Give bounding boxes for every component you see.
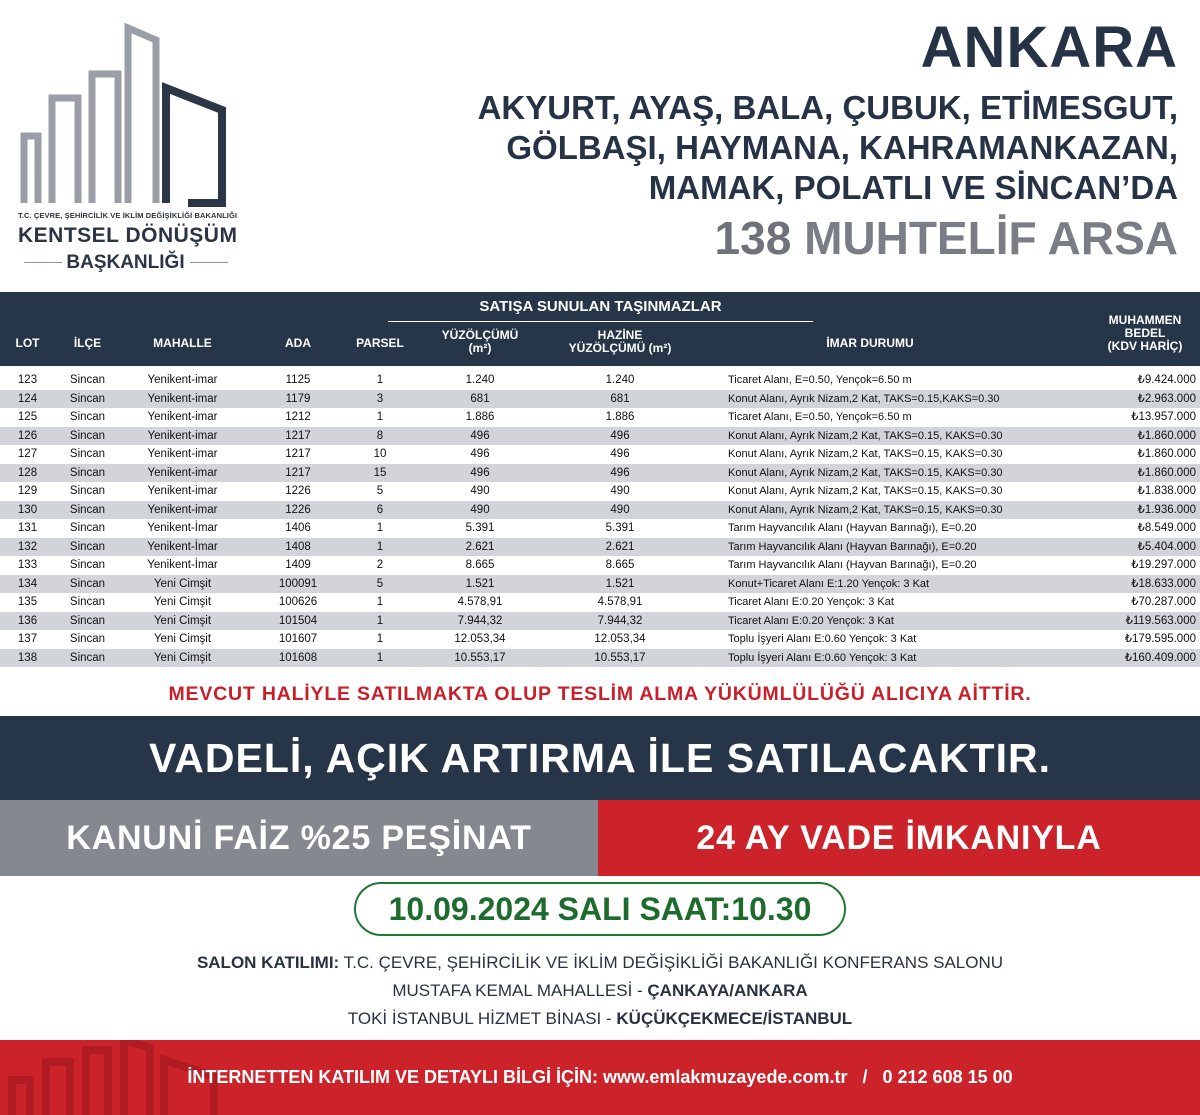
cell-imar: Tarım Hayvancılık Alanı (Hayvan Barınağı), E=0.20 — [728, 540, 977, 553]
cell-bedel: ₺8.549.000 — [1137, 522, 1196, 534]
table-header — [0, 292, 1200, 366]
cell-bedel: ₺70.287.000 — [1131, 596, 1196, 608]
cell-parsel: 1 — [376, 596, 384, 608]
cell-bedel: ₺179.595.000 — [1124, 633, 1196, 645]
cell-mahalle: Yenikent-imar — [147, 466, 218, 479]
col-yuzolcumu — [420, 329, 540, 355]
districts-line-1: AKYURT, AYAŞ, BALA, ÇUBUK, ETİMESGUT, — [477, 89, 1178, 126]
cell-ilce: Sincan — [69, 614, 106, 627]
cell-ada: 1406 — [285, 522, 311, 534]
cell-yuzolcumu: 496 — [470, 429, 490, 442]
as-is-notice: MEVCUT HALİYLE SATILMAKTA OLUP TESLİM ALMA YÜKÜMLÜLÜĞÜ ALICIYA AİTTİR. — [168, 683, 1032, 705]
cell-lot: 123 — [17, 374, 38, 386]
cell-parsel: 1 — [376, 522, 384, 534]
cell-parsel: 2 — [376, 559, 384, 571]
cell-hazine: 681 — [610, 392, 630, 405]
table-row — [0, 371, 1200, 390]
venue-ankara-city: ÇANKAYA/ANKARA — [647, 981, 808, 1000]
table-row — [0, 593, 1200, 612]
cell-bedel: ₺1.860.000 — [1137, 429, 1196, 442]
cell-parsel: 1 — [376, 651, 384, 664]
cell-hazine: 5.391 — [605, 522, 635, 534]
cell-mahalle: Yenikent-imar — [147, 411, 218, 423]
cell-ilce: Sincan — [69, 633, 106, 645]
cell-ilce: Sincan — [69, 540, 106, 553]
cell-yuzolcumu: 5.391 — [465, 522, 495, 534]
cell-bedel: ₺1.860.000 — [1137, 466, 1196, 479]
table-row — [0, 501, 1200, 520]
cell-ada: 100091 — [278, 577, 318, 590]
col-hazine-line2: YÜZÖLÇÜMÜ (m²) — [568, 341, 672, 355]
cell-hazine: 496 — [610, 466, 630, 479]
cell-imar: Konut Alanı, Ayrık Nizam,2 Kat, TAKS=0.15, KAKS=0.30 — [728, 448, 1003, 460]
cell-mahalle: Yeni Cimşit — [153, 596, 212, 608]
cell-yuzolcumu: 4.578,91 — [457, 596, 503, 608]
cell-hazine: 12.053,34 — [594, 633, 646, 645]
cell-ada: 1212 — [285, 411, 311, 423]
cell-yuzolcumu: 496 — [470, 466, 490, 479]
cell-mahalle: Yenikent-imar — [147, 503, 218, 516]
table-group-rule — [388, 321, 813, 322]
cell-hazine: 496 — [610, 429, 630, 442]
venue-line-3 — [0, 1009, 1200, 1029]
cell-imar: Toplu İşyeri Alanı E:0.60 Yençok: 3 Kat — [728, 651, 917, 664]
cell-lot: 136 — [17, 614, 38, 627]
logo-rule-right — [190, 262, 228, 263]
venue-line-2 — [0, 981, 1200, 1001]
table-row — [0, 464, 1200, 483]
cell-mahalle: Yenikent-imar — [147, 448, 218, 460]
property-count — [478, 212, 1178, 264]
table-body — [0, 371, 1200, 667]
col-parsel: PARSEL — [356, 336, 404, 350]
cell-hazine: 490 — [610, 485, 630, 497]
footer-label: İNTERNETTEN KATILIM VE DETAYLI BİLGİ İÇİN: — [187, 1067, 599, 1087]
cell-parsel: 1 — [376, 374, 384, 386]
col-bedel-line3: (KDV HARİÇ) — [1107, 339, 1183, 353]
cell-hazine: 10.553,17 — [594, 651, 646, 664]
footer-contact — [0, 1040, 1200, 1115]
col-hazine-line1: HAZİNE — [597, 328, 643, 342]
cell-ada: 101504 — [278, 614, 318, 627]
cell-parsel: 1 — [376, 633, 384, 645]
cell-lot: 129 — [17, 485, 38, 497]
cell-ada: 1226 — [285, 485, 311, 497]
footer-website-link[interactable]: www.emlakmuzayede.com.tr — [603, 1067, 848, 1087]
table-row — [0, 390, 1200, 409]
cell-bedel: ₺13.957.000 — [1131, 411, 1196, 423]
cell-ada: 1179 — [285, 392, 311, 405]
cell-lot: 126 — [17, 429, 38, 442]
cell-mahalle: Yeni Cimşit — [153, 633, 212, 645]
cell-hazine: 2.621 — [605, 540, 635, 553]
cell-imar: Ticaret Alanı E:0.20 Yençok: 3 Kat — [728, 596, 894, 608]
venue-line-1 — [0, 953, 1200, 973]
cell-parsel: 1 — [376, 540, 384, 553]
col-bedel-line2: BEDEL — [1124, 326, 1166, 340]
col-hazine — [550, 329, 690, 355]
cell-bedel: ₺5.404.000 — [1137, 540, 1196, 553]
cell-imar: Ticaret Alanı, E=0.50, Yençok=6.50 m — [728, 411, 912, 423]
cell-ada: 101607 — [278, 633, 318, 645]
cell-hazine: 490 — [610, 503, 630, 516]
auction-date: 10.09.2024 SALI SAAT:10.30 — [354, 882, 846, 936]
logo-subtitle: BAŞKANLIĞI — [66, 252, 185, 273]
cell-ilce: Sincan — [69, 503, 106, 516]
cell-ada: 1226 — [285, 503, 311, 516]
cell-ada: 100626 — [278, 596, 318, 608]
col-imar: İMAR DURUMU — [826, 336, 914, 350]
cell-parsel: 5 — [376, 577, 384, 590]
cell-ada: 1125 — [285, 374, 311, 386]
cell-lot: 134 — [17, 577, 38, 590]
cell-yuzolcumu: 496 — [470, 448, 490, 460]
footer-bar — [0, 1040, 1200, 1115]
footer-phone[interactable]: 0 212 608 15 00 — [882, 1067, 1013, 1087]
cell-lot: 138 — [17, 651, 38, 664]
cell-mahalle: Yenikent-imar — [147, 485, 218, 497]
cell-mahalle: Yenikent-imar — [147, 392, 218, 405]
table-row — [0, 538, 1200, 557]
cell-lot: 130 — [17, 503, 38, 516]
down-payment-banner: KANUNİ FAİZ %25 PEŞİNAT — [0, 800, 598, 876]
cell-hazine: 4.578,91 — [597, 596, 643, 608]
cell-mahalle: Yenikent-İmar — [147, 522, 218, 534]
cell-lot: 125 — [17, 411, 38, 423]
cell-yuzolcumu: 1.521 — [465, 577, 495, 590]
cell-ilce: Sincan — [69, 392, 106, 405]
table-row — [0, 408, 1200, 427]
cell-imar: Ticaret Alanı E:0.20 Yençok: 3 Kat — [728, 614, 894, 627]
cell-yuzolcumu: 1.886 — [465, 411, 495, 423]
buildings-logo-icon — [18, 18, 233, 208]
cell-hazine: 1.521 — [605, 577, 635, 590]
cell-ilce: Sincan — [69, 522, 106, 534]
cell-bedel: ₺160.409.000 — [1124, 651, 1196, 664]
cell-yuzolcumu: 10.553,17 — [454, 651, 506, 664]
cell-yuzolcumu: 2.621 — [465, 540, 495, 553]
cell-lot: 137 — [17, 633, 38, 645]
cell-ada: 1217 — [285, 429, 311, 442]
cell-ilce: Sincan — [69, 577, 106, 590]
cell-yuzolcumu: 490 — [470, 485, 490, 497]
cell-parsel: 10 — [373, 448, 387, 460]
cell-bedel: ₺1.860.000 — [1137, 448, 1196, 460]
ministry-name: T.C. ÇEVRE, ŞEHİRCİLİK VE İKLİM DEĞİŞİKLİĞİ BAKANLIĞI — [18, 211, 238, 220]
cell-yuzolcumu: 681 — [470, 392, 490, 405]
city-title: ANKARA — [920, 15, 1178, 80]
table-row — [0, 482, 1200, 501]
cell-imar: Konut Alanı, Ayrık Nizam,2 Kat, TAKS=0.15, KAKS=0.30 — [728, 466, 1003, 479]
cell-parsel: 5 — [376, 485, 384, 497]
cell-mahalle: Yeni Cimşit — [153, 577, 212, 590]
col-bedel-line1: MUHAMMEN — [1108, 313, 1182, 327]
cell-lot: 132 — [17, 540, 38, 553]
table-row — [0, 445, 1200, 464]
col-bedel — [1090, 314, 1200, 353]
cell-imar: Konut Alanı, Ayrık Nizam,2 Kat, TAKS=0.15, KAKS=0.30 — [728, 429, 1003, 442]
cell-mahalle: Yeni Cimşit — [153, 651, 212, 664]
cell-mahalle: Yeni Cimşit — [153, 614, 212, 627]
cell-bedel: ₺1.838.000 — [1137, 485, 1196, 497]
auction-banner: VADELİ, AÇIK ARTIRMA İLE SATILACAKTIR. — [0, 716, 1200, 800]
col-lot: LOT — [15, 336, 40, 350]
cell-ada: 1409 — [285, 559, 311, 571]
cell-hazine: 496 — [610, 448, 630, 460]
cell-imar: Konut Alanı, Ayrık Nizam,2 Kat, TAKS=0.15, KAKS=0.30 — [728, 485, 1003, 497]
cell-imar: Ticaret Alanı, E=0.50, Yençok=6.50 m — [728, 374, 912, 386]
cell-mahalle: Yenikent-imar — [147, 374, 218, 386]
cell-ilce: Sincan — [69, 411, 106, 423]
cell-parsel: 6 — [376, 503, 384, 516]
term-banner: 24 AY VADE İMKANIYLA — [598, 800, 1200, 876]
header-title-block — [477, 15, 1178, 264]
table-row — [0, 612, 1200, 631]
districts-line-2: GÖLBAŞI, HAYMANA, KAHRAMANKAZAN, — [506, 129, 1178, 166]
cell-yuzolcumu: 490 — [470, 503, 490, 516]
cell-imar: Tarım Hayvancılık Alanı (Hayvan Barınağı), E=0.20 — [728, 522, 977, 534]
cell-imar: Konut+Ticaret Alanı E:1.20 Yençok: 3 Kat — [728, 577, 930, 590]
cell-parsel: 15 — [373, 466, 387, 479]
col-yuzolcumu-line1: YÜZÖLÇÜMÜ — [441, 328, 519, 342]
cell-imar: Konut Alanı, Ayrık Nizam,2 Kat, TAKS=0.15,KAKS=0.30 — [728, 392, 1000, 405]
col-yuzolcumu-line2: (m²) — [468, 341, 492, 355]
cell-ilce: Sincan — [69, 429, 106, 442]
cell-imar: Konut Alanı, Ayrık Nizam,2 Kat, TAKS=0.15, KAKS=0.30 — [728, 503, 1003, 516]
cell-lot: 127 — [17, 448, 38, 460]
footer-separator: / — [862, 1067, 868, 1087]
cell-mahalle: Yenikent-imar — [147, 429, 218, 442]
logo-title: KENTSEL DÖNÜŞÜM — [18, 224, 238, 247]
cell-bedel: ₺1.936.000 — [1137, 503, 1196, 516]
cell-parsel: 1 — [376, 614, 384, 627]
cell-yuzolcumu: 7.944,32 — [457, 614, 503, 627]
cell-imar: Toplu İşyeri Alanı E:0.60 Yençok: 3 Kat — [728, 633, 917, 645]
cell-hazine: 1.886 — [605, 411, 635, 423]
table-row — [0, 556, 1200, 575]
table-group-header: SATIŞA SUNULAN TAŞINMAZLAR — [479, 298, 722, 315]
cell-bedel: ₺19.297.000 — [1131, 559, 1196, 571]
cell-lot: 133 — [17, 559, 38, 571]
table-row — [0, 427, 1200, 446]
table-row — [0, 575, 1200, 594]
col-mahalle: MAHALLE — [153, 336, 212, 350]
cell-ilce: Sincan — [69, 485, 106, 497]
cell-ada: 1408 — [285, 540, 311, 553]
property-count-number: 138 — [714, 212, 792, 264]
table-row — [0, 519, 1200, 538]
venue-label: SALON KATILIMI: — [196, 953, 340, 972]
venue-istanbul-city: KÜÇÜKÇEKMECE/İSTANBUL — [616, 1009, 853, 1028]
venue-ankara-address: MUSTAFA KEMAL MAHALLESİ - — [392, 981, 648, 1000]
cell-hazine: 1.240 — [605, 374, 635, 386]
venue-ministry-hall: T.C. ÇEVRE, ŞEHİRCİLİK VE İKLİM DEĞİŞİKLİĞİ BAKANLIĞI KONFERANS SALONU — [343, 953, 1004, 972]
venue-istanbul-address: TOKİ İSTANBUL HİZMET BİNASI - — [347, 1009, 617, 1028]
cell-ilce: Sincan — [69, 559, 106, 571]
districts-line-3: MAMAK, POLATLI VE SİNCAN’DA — [648, 169, 1178, 206]
cell-ada: 1217 — [285, 466, 311, 479]
cell-mahalle: Yenikent-İmar — [147, 540, 218, 553]
cell-mahalle: Yenikent-İmar — [147, 559, 218, 571]
col-ilce: İLÇE — [73, 336, 102, 350]
table-row — [0, 649, 1200, 668]
cell-parsel: 1 — [376, 411, 384, 423]
cell-hazine: 8.665 — [605, 559, 635, 571]
cell-parsel: 3 — [376, 392, 384, 405]
cell-lot: 128 — [17, 466, 38, 479]
cell-yuzolcumu: 12.053,34 — [454, 633, 506, 645]
col-ada: ADA — [285, 336, 311, 350]
cell-parsel: 8 — [376, 429, 384, 442]
cell-ilce: Sincan — [69, 448, 106, 460]
cell-bedel: ₺18.633.000 — [1131, 577, 1196, 590]
cell-ada: 101608 — [278, 651, 318, 664]
cell-ilce: Sincan — [69, 374, 106, 386]
cell-imar: Tarım Hayvancılık Alanı (Hayvan Barınağı), E=0.20 — [728, 559, 977, 571]
cell-ilce: Sincan — [69, 596, 106, 608]
cell-ilce: Sincan — [69, 651, 106, 664]
cell-ilce: Sincan — [69, 466, 106, 479]
cell-ada: 1217 — [285, 448, 311, 460]
cell-bedel: ₺2.963.000 — [1137, 392, 1196, 405]
table-row — [0, 630, 1200, 649]
cell-lot: 135 — [17, 596, 38, 608]
cell-yuzolcumu: 1.240 — [465, 374, 495, 386]
cell-bedel: ₺119.563.000 — [1125, 614, 1196, 627]
logo — [18, 18, 238, 278]
cell-bedel: ₺9.424.000 — [1137, 374, 1196, 386]
cell-hazine: 7.944,32 — [597, 614, 643, 627]
cell-lot: 124 — [17, 392, 38, 405]
cell-yuzolcumu: 8.665 — [465, 559, 495, 571]
cell-lot: 131 — [17, 522, 38, 534]
property-count-text: MUHTELİF ARSA — [804, 212, 1178, 264]
